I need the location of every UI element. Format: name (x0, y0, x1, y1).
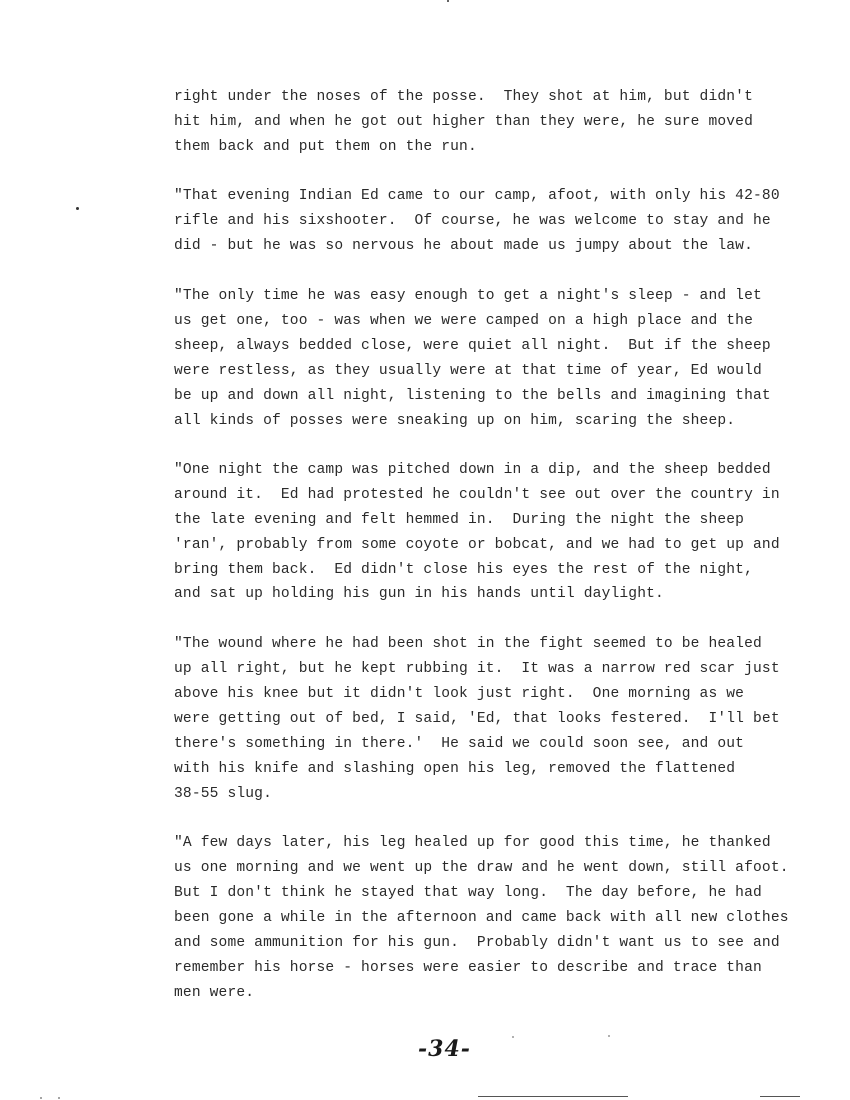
text-line: above his knee but it didn't look just right. One morning as we (174, 686, 745, 702)
text-line: remember his horse - horses were easier to describe and trace than (174, 960, 762, 976)
text-line: them back and put them on the run. (174, 139, 477, 155)
text-line: were restless, as they usually were at that time of year, Ed would (174, 363, 762, 379)
scan-edge-line (478, 1096, 628, 1097)
text-line: But I don't think he stayed that way long. The day before, he had (174, 885, 762, 901)
text-line: and some ammunition for his gun. Probably didn't want us to see and (174, 935, 780, 951)
text-line: sheep, always bedded close, were quiet all night. But if the sheep (174, 338, 771, 354)
scan-speck (512, 1036, 514, 1038)
scan-speck (608, 1035, 610, 1037)
text-line: "That evening Indian Ed came to our camp, afoot, with only his 42-80 (174, 188, 780, 204)
text-line: men were. (174, 985, 255, 1001)
text-line: right under the noses of the posse. They shot at him, but didn't (174, 89, 753, 105)
text-line: 38-55 slug. (174, 786, 272, 802)
text-line: rifle and his sixshooter. Of course, he was welcome to stay and he (174, 213, 771, 229)
text-line: all kinds of posses were sneaking up on him, scaring the sheep. (174, 413, 736, 429)
scan-speck (58, 1097, 60, 1099)
text-line: us one morning and we went up the draw and he went down, still afoot. (174, 860, 789, 876)
text-line: the late evening and felt hemmed in. During the night the sheep (174, 512, 745, 528)
text-line: with his knife and slashing open his leg, removed the flattened (174, 761, 736, 777)
text-line: "The wound where he had been shot in the fight seemed to be healed (174, 636, 762, 652)
text-line: and sat up holding his gun in his hands until daylight. (174, 586, 664, 602)
text-line: "The only time he was easy enough to get a night's sleep - and let (174, 288, 762, 304)
scan-speck (447, 0, 449, 2)
text-line: "A few days later, his leg healed up for good this time, he thanked (174, 835, 771, 851)
text-line: were getting out of bed, I said, 'Ed, that looks festered. I'll bet (174, 711, 780, 727)
text-line: hit him, and when he got out higher than they were, he sure moved (174, 114, 753, 130)
text-line: been gone a while in the afternoon and came back with all new clothes (174, 910, 789, 926)
text-line: there's something in there.' He said we could soon see, and out (174, 736, 745, 752)
text-line: 'ran', probably from some coyote or bobcat, and we had to get up and (174, 537, 780, 553)
page-number: -34- (418, 1036, 471, 1062)
text-line: be up and down all night, listening to the bells and imagining that (174, 388, 771, 404)
text-line: around it. Ed had protested he couldn't see out over the country in (174, 487, 780, 503)
scan-speck (40, 1097, 42, 1099)
scan-speck (76, 207, 79, 210)
text-line: us get one, too - was when we were camped on a high place and the (174, 313, 753, 329)
text-line: "One night the camp was pitched down in a dip, and the sheep bedded (174, 462, 771, 478)
text-line: bring them back. Ed didn't close his eyes the rest of the night, (174, 562, 753, 578)
text-line: did - but he was so nervous he about made us jumpy about the law. (174, 238, 753, 254)
text-line: up all right, but he kept rubbing it. It was a narrow red scar just (174, 661, 780, 677)
scan-edge-line (760, 1096, 800, 1097)
